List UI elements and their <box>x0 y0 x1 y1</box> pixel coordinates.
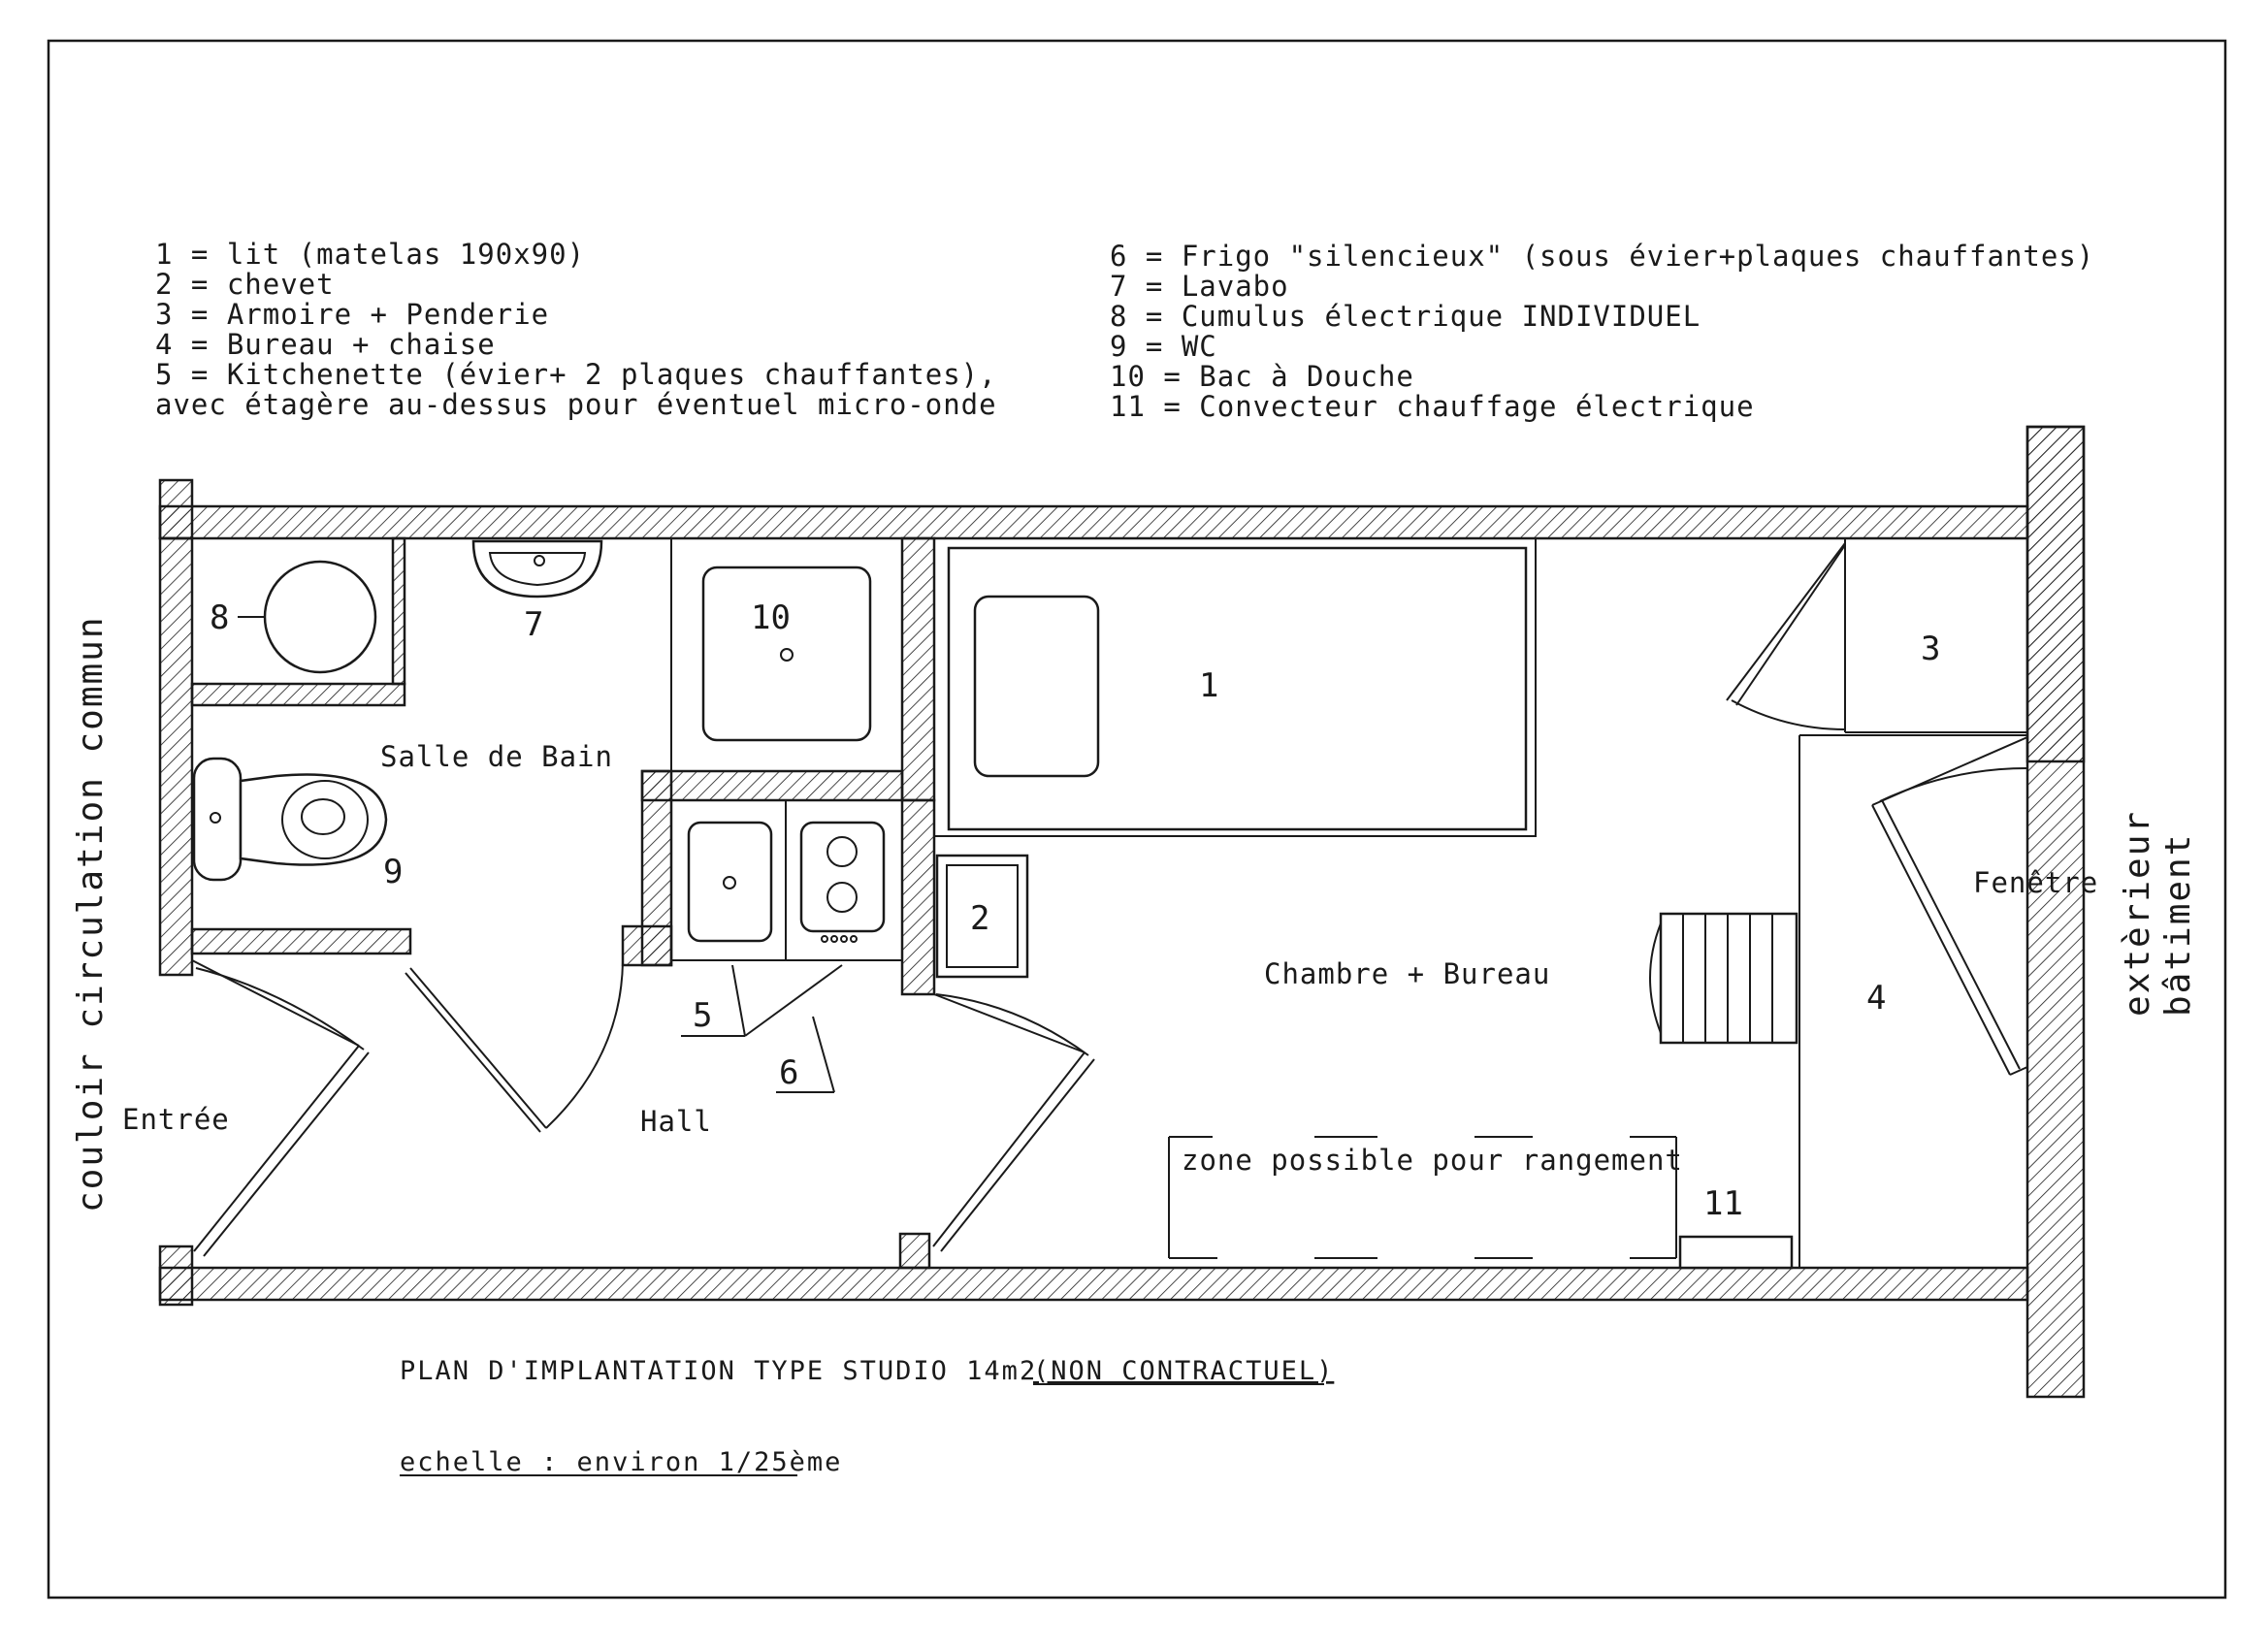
exterior-label-1: extèrieur <box>2118 809 2157 1017</box>
room-label-entrance: Entrée <box>122 1103 230 1136</box>
item-number-10: 10 <box>751 598 791 637</box>
legend-item: 3 = Armoire + Penderie <box>155 298 550 331</box>
wall-hall-stub <box>900 1234 929 1268</box>
legend-item: 5 = Kitchenette (évier+ 2 plaques chauffantes), <box>155 358 997 391</box>
wall-boiler-side <box>393 538 405 684</box>
legend-item: 8 = Cumulus électrique INDIVIDUEL <box>1110 300 1701 333</box>
legend-item: 4 = Bureau + chaise <box>155 328 496 361</box>
legend-item: 7 = Lavabo <box>1110 270 1289 303</box>
chair <box>1650 914 1797 1043</box>
wall-kitchen-right <box>902 800 934 994</box>
wall-bath-bottom <box>192 929 410 954</box>
wall-bottom <box>160 1268 2027 1300</box>
wall-boiler-bottom <box>192 684 405 705</box>
desk <box>1799 735 2027 1268</box>
item-number-4: 4 <box>1866 979 1887 1018</box>
wall-top <box>160 506 2027 538</box>
item-number-8: 8 <box>210 598 230 637</box>
plan-disclaimer: (NON CONTRACTUEL) <box>1033 1356 1335 1386</box>
item-number-5: 5 <box>693 996 713 1035</box>
legend-item: 6 = Frigo "silencieux" (sous évier+plaques chauffantes) <box>1110 240 2095 273</box>
legend-item: 9 = WC <box>1110 330 1217 363</box>
shower-tray <box>671 538 902 771</box>
item-number-9: 9 <box>383 853 404 891</box>
washbasin <box>473 541 601 597</box>
item-number-3: 3 <box>1921 630 1941 668</box>
plan-title: PLAN D'IMPLANTATION TYPE STUDIO 14m2 <box>400 1356 1038 1386</box>
wall-kitchen-top <box>642 771 902 800</box>
legend-right <box>1110 240 2094 423</box>
wall-exterior-cap <box>2027 427 2084 761</box>
wall-left-stub-top <box>160 480 192 538</box>
convector <box>1680 1237 1792 1268</box>
wardrobe <box>1727 538 2027 732</box>
legend-item: avec étagère au-dessus pour éventuel micro-onde <box>155 388 997 421</box>
item-number-11: 11 <box>1703 1184 1743 1223</box>
item-number-2: 2 <box>970 899 990 938</box>
item-number-7: 7 <box>524 605 544 644</box>
legend-item: 11 = Convecteur chauffage électrique <box>1110 390 1755 423</box>
wall-left <box>160 538 192 975</box>
corridor-label: couloir circulation commun <box>71 615 111 1212</box>
room-label-bathroom: Salle de Bain <box>380 740 613 773</box>
plan-scale: echelle : environ 1/25ème <box>400 1447 843 1477</box>
bed <box>934 538 1536 836</box>
exterior-label-2: bâtiment <box>2158 832 2198 1017</box>
storage-label: zone possible pour rangement <box>1182 1144 1683 1177</box>
water-heater <box>238 562 375 672</box>
legend-left <box>155 238 997 421</box>
legend-item: 10 = Bac à Douche <box>1110 360 1414 393</box>
legend-item: 1 = lit (matelas 190x90) <box>155 238 586 271</box>
toilet <box>194 759 386 880</box>
item-number-6: 6 <box>779 1053 799 1092</box>
window <box>1872 737 2027 1075</box>
kitchenette <box>671 800 902 960</box>
room-label-bedroom: Chambre + Bureau <box>1264 957 1551 990</box>
room-label-hall: Hall <box>640 1105 712 1138</box>
wall-partition <box>902 538 934 800</box>
item-number-1: 1 <box>1199 666 1219 705</box>
wall-kitchen-left-stub <box>623 926 671 965</box>
legend-item: 2 = chevet <box>155 268 335 301</box>
window-label: Fenêtre <box>1973 866 2099 899</box>
